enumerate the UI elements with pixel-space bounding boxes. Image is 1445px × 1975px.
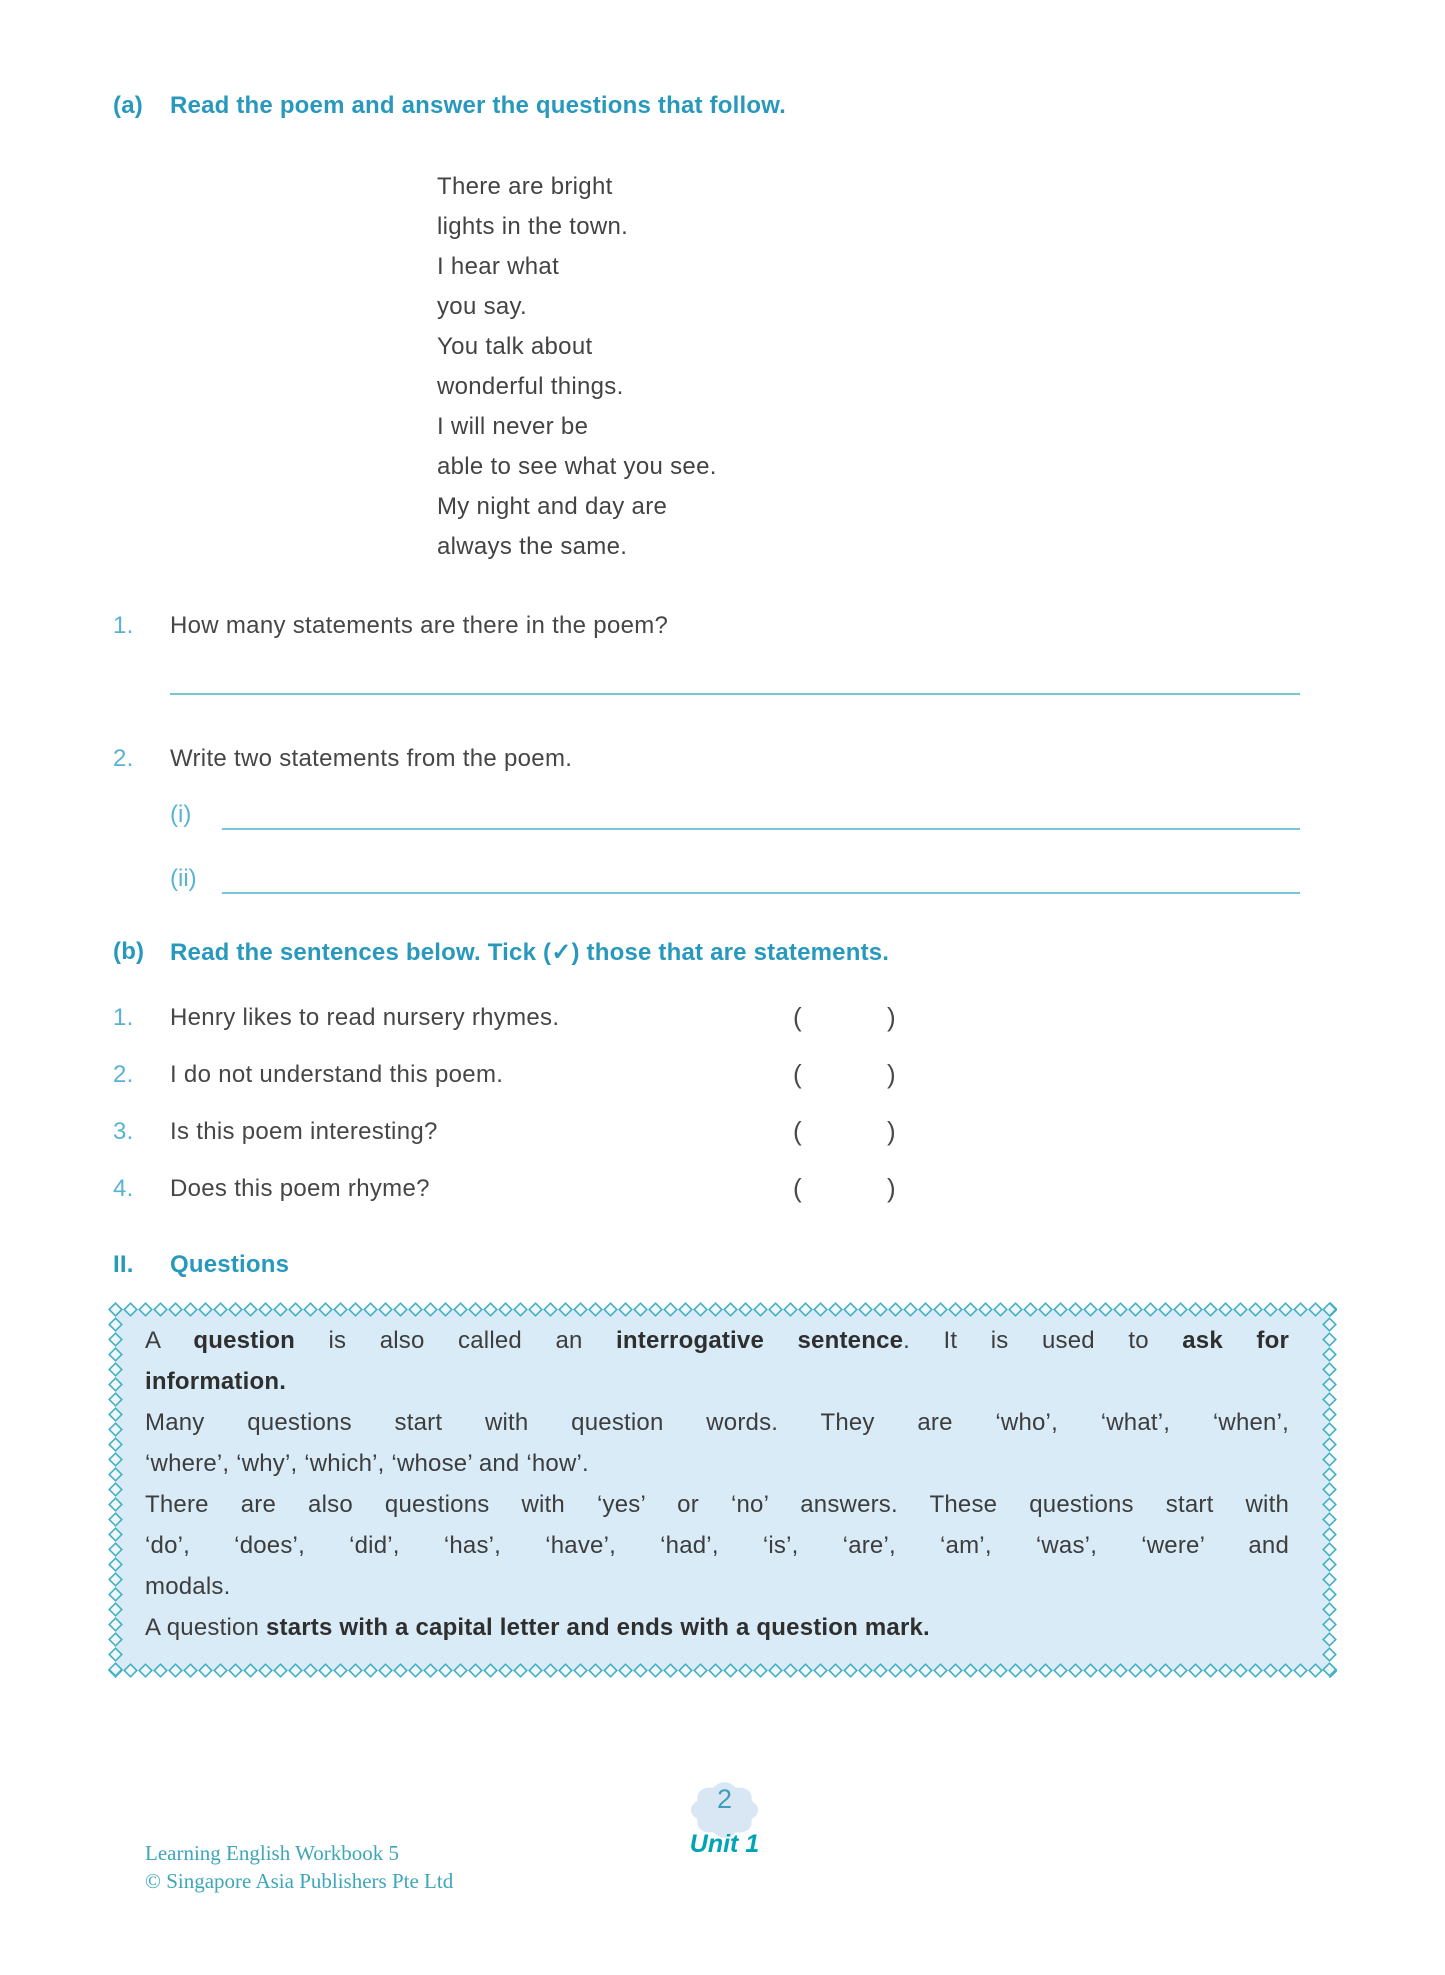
poem-line: lights in the town.	[437, 213, 629, 240]
section-b-title: Read the sentences below. Tick (✓) those that are statements.	[170, 939, 890, 966]
sentence-number: 4.	[113, 1175, 134, 1202]
question-1	[113, 612, 668, 640]
question-1-text: How many statements are there in the poem?	[170, 612, 669, 639]
tick-bracket-open[interactable]: (	[793, 1002, 802, 1032]
rule-segment: There are also questions with ‘yes’ or ‘no’ answers. These questions start with	[145, 1491, 1289, 1518]
rule-segment: . It is used to	[903, 1327, 1183, 1354]
page-number: 2	[716, 1784, 733, 1814]
rule-segment: ask for	[1182, 1327, 1289, 1354]
subitem-ii-label: (ii)	[170, 865, 197, 892]
subitem-i-label: (i)	[170, 801, 192, 828]
question-2-number: 2.	[113, 745, 134, 772]
poem-line: My night and day are	[437, 493, 668, 520]
rule-segment: question	[193, 1327, 295, 1354]
rules-box	[108, 1302, 1337, 1678]
rule-line	[145, 1443, 1289, 1484]
question-1-number: 1.	[113, 612, 134, 639]
poem-line: There are bright	[437, 173, 613, 200]
section-a-title: Read the poem and answer the questions that follow.	[170, 92, 787, 119]
diamond-border-top	[108, 1302, 1337, 1317]
sentence-text: Is this poem interesting?	[170, 1118, 438, 1145]
section-ii-heading	[113, 1251, 289, 1279]
answer-line-i[interactable]	[222, 828, 1300, 830]
diamond-border-right	[1322, 1302, 1337, 1678]
footer	[145, 1839, 453, 1895]
footer-book-title: Learning English Workbook 5	[145, 1841, 399, 1865]
section-b-heading	[113, 938, 889, 967]
poem-line: I will never be	[437, 413, 589, 440]
diamond-border-bottom	[108, 1663, 1337, 1678]
poem-line: you say.	[437, 293, 527, 320]
section-b-label: (b)	[113, 938, 145, 965]
rule-segment: interrogative sentence	[616, 1327, 904, 1354]
rule-segment: A question	[145, 1614, 266, 1641]
question-2	[113, 745, 572, 773]
rule-segment: is also called an	[295, 1327, 617, 1354]
tick-bracket-close[interactable]: )	[887, 1059, 896, 1089]
rule-segment: information.	[145, 1368, 287, 1395]
tick-bracket-open[interactable]: (	[793, 1116, 802, 1146]
unit-label: Unit 1	[689, 1830, 760, 1858]
rule-segment: ‘do’, ‘does’, ‘did’, ‘has’, ‘have’, ‘had’, ‘is’, ‘are’, ‘am’, ‘was’, ‘were’ and	[145, 1532, 1289, 1559]
rule-line	[145, 1566, 1289, 1607]
poem-line: able to see what you see.	[437, 453, 717, 480]
tick-bracket-close[interactable]: )	[887, 1173, 896, 1203]
sentence-list	[113, 1004, 1033, 1232]
page-marker	[676, 1770, 773, 1866]
rule-line	[145, 1361, 1289, 1402]
sentence-row	[113, 1004, 1033, 1061]
sentence-row	[113, 1118, 1033, 1175]
sentence-number: 3.	[113, 1118, 134, 1145]
sentence-text: Henry likes to read nursery rhymes.	[170, 1004, 560, 1031]
poem-line: I hear what	[437, 253, 560, 280]
poem	[437, 167, 717, 567]
poem-line: You talk about	[437, 333, 593, 360]
answer-line-q1[interactable]	[170, 693, 1300, 695]
tick-bracket-close[interactable]: )	[887, 1116, 896, 1146]
sentence-number: 1.	[113, 1004, 134, 1031]
section-a-label: (a)	[113, 92, 143, 119]
section-ii-label: II.	[113, 1251, 134, 1278]
poem-line: always the same.	[437, 533, 628, 560]
rule-segment: ‘where’, ‘why’, ‘which’, ‘whose’ and ‘how’.	[145, 1450, 589, 1477]
tick-bracket-close[interactable]: )	[887, 1002, 896, 1032]
rule-line	[145, 1402, 1289, 1443]
footer-copyright: © Singapore Asia Publishers Pte Ltd	[145, 1869, 454, 1893]
sentence-row	[113, 1061, 1033, 1118]
rules-text	[145, 1320, 1289, 1648]
rule-line	[145, 1320, 1289, 1361]
rule-line	[145, 1525, 1289, 1566]
rule-segment: modals.	[145, 1573, 231, 1600]
rule-line	[145, 1484, 1289, 1525]
tick-bracket-open[interactable]: (	[793, 1059, 802, 1089]
sentence-text: Does this poem rhyme?	[170, 1175, 430, 1202]
rule-segment: Many questions start with question words. They are ‘who’, ‘what’, ‘when’,	[145, 1409, 1289, 1436]
rule-line	[145, 1607, 1289, 1648]
section-ii-title: Questions	[170, 1251, 290, 1278]
poem-line: wonderful things.	[437, 373, 624, 400]
tick-bracket-open[interactable]: (	[793, 1173, 802, 1203]
answer-line-ii[interactable]	[222, 892, 1300, 894]
sentence-number: 2.	[113, 1061, 134, 1088]
rule-segment: A	[145, 1327, 194, 1354]
rule-segment: starts with a capital letter and ends with a question mark.	[265, 1614, 930, 1641]
sentence-row	[113, 1175, 1033, 1232]
sentence-text: I do not understand this poem.	[170, 1061, 504, 1088]
question-2-text: Write two statements from the poem.	[170, 745, 573, 772]
section-a-heading	[113, 92, 786, 120]
diamond-border-left	[108, 1302, 123, 1678]
